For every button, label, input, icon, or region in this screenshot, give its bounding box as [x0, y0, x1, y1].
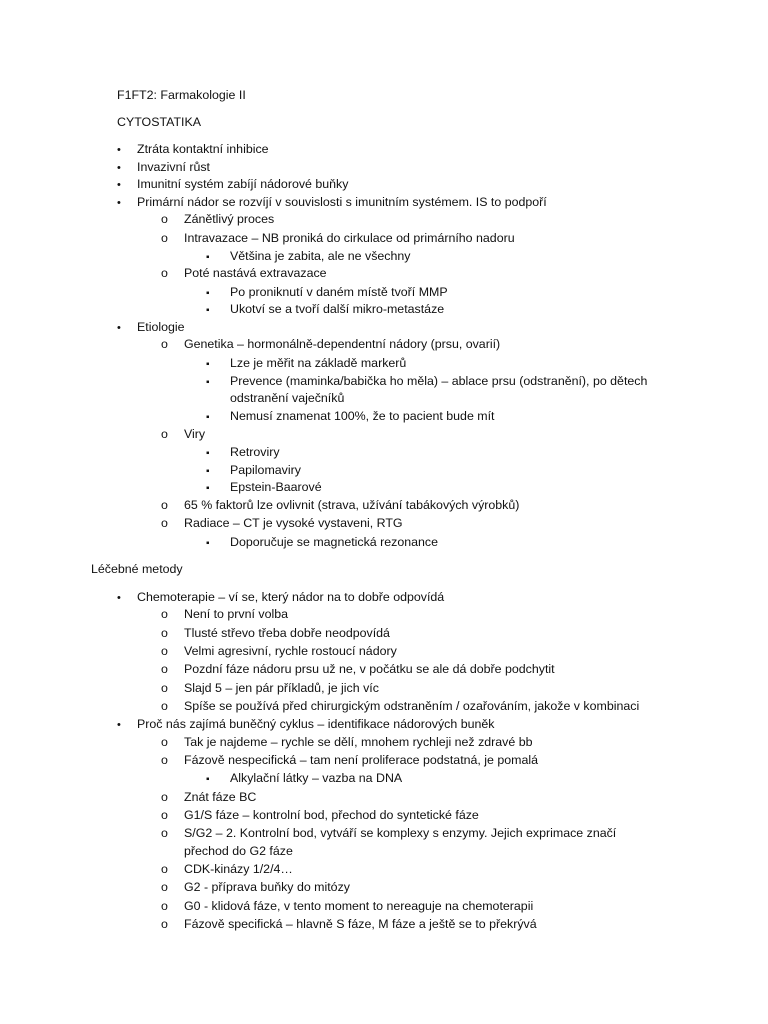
circle-bullet-icon: o	[161, 735, 168, 749]
sub-sub-list-item	[206, 301, 445, 319]
list-item-text: Tlusté střevo třeba dobře neodpovídá	[184, 626, 390, 640]
section-heading: Léčebné metody	[91, 562, 183, 576]
list-item-text: Viry	[184, 427, 206, 441]
bullet-icon: •	[117, 592, 121, 604]
circle-bullet-icon: o	[161, 212, 168, 226]
circle-bullet-icon: o	[161, 826, 168, 840]
sub-list-item	[161, 734, 533, 750]
list-item-text: 65 % faktorů lze ovlivnit (strava, užívání tabákových výrobků)	[184, 498, 520, 512]
circle-bullet-icon: o	[161, 790, 168, 804]
list-item-text: Většina je zabita, ale ne všechny	[230, 249, 411, 263]
sub-sub-list-item	[206, 534, 439, 552]
list-item	[117, 141, 269, 158]
list-item	[117, 716, 495, 733]
sub-sub-list-item	[206, 444, 280, 462]
sub-sub-list-item	[206, 248, 411, 266]
sub-list-item	[161, 230, 515, 246]
list-item-text: Fázově specifická – hlavně S fáze, M fáze a ještě se to překrývá	[184, 917, 537, 931]
circle-bullet-icon: o	[161, 427, 168, 441]
circle-bullet-icon: o	[161, 917, 168, 931]
list-item-text: Po proniknutí v daném místě tvoří MMP	[230, 285, 448, 299]
list-item-text: G1/S fáze – kontrolní bod, přechod do syntetické fáze	[184, 808, 479, 822]
list-item-text: G2 - příprava buňky do mitózy	[184, 880, 350, 894]
list-item-text: Retroviry	[230, 445, 280, 459]
sub-sub-list-item	[206, 462, 301, 480]
list-item-text: odstranění vaječníků	[230, 391, 345, 405]
list-item	[117, 319, 185, 336]
list-item-text: S/G2 – 2. Kontrolní bod, vytváří se komplexy s enzymy. Jejich exprimace značí	[184, 826, 617, 840]
square-bullet-icon: ▪	[206, 412, 210, 423]
list-item	[117, 589, 445, 606]
sub-list-item	[161, 661, 555, 677]
list-item-text: Pozdní fáze nádoru prsu už ne, v počátku se ale dá dobře podchytit	[184, 662, 555, 676]
list-item-text: Tak je najdeme – rychle se dělí, mnohem rychleji než zdravé bb	[184, 735, 533, 749]
circle-bullet-icon: o	[161, 607, 168, 621]
square-bullet-icon: ▪	[206, 288, 210, 299]
sub-list-item	[161, 825, 617, 841]
circle-bullet-icon: o	[161, 681, 168, 695]
circle-bullet-icon: o	[161, 644, 168, 658]
bullet-icon: •	[117, 144, 121, 156]
sub-list-item	[161, 336, 501, 352]
list-item-text: Primární nádor se rozvíjí v souvislosti s imunitním systémem. IS to podpoří	[137, 195, 547, 209]
list-item-text: přechod do G2 fáze	[184, 844, 293, 858]
list-item-text: Slajd 5 – jen pár příkladů, je jich víc	[184, 681, 379, 695]
list-item-text: Papilomaviry	[230, 463, 301, 477]
square-bullet-icon: ▪	[206, 252, 210, 263]
square-bullet-icon: ▪	[206, 377, 210, 388]
square-bullet-icon: ▪	[206, 774, 210, 785]
list-item-text: Nemusí znamenat 100%, že to pacient bude mít	[230, 409, 495, 423]
list-item	[117, 194, 547, 211]
sub-list-item	[161, 698, 640, 714]
sub-list-item	[161, 680, 379, 696]
list-item-text: Invazivní růst	[137, 160, 210, 174]
circle-bullet-icon: o	[161, 516, 168, 530]
list-item-text: Etiologie	[137, 320, 185, 334]
bullet-icon: •	[117, 322, 121, 334]
sub-sub-list-item	[206, 479, 322, 497]
list-item-text: Znát fáze BC	[184, 790, 257, 804]
sub-list-item	[161, 916, 537, 932]
square-bullet-icon: ▪	[206, 483, 210, 494]
sub-list-item	[161, 789, 257, 805]
sub-list-item	[161, 861, 293, 877]
circle-bullet-icon: o	[161, 266, 168, 280]
list-item-text: Zánětlivý proces	[184, 212, 275, 226]
sub-list-item	[161, 752, 539, 768]
bullet-icon: •	[117, 162, 121, 174]
sub-sub-list-item	[206, 770, 403, 788]
list-item-text: Lze je měřit na základě markerů	[230, 356, 407, 370]
square-bullet-icon: ▪	[206, 538, 210, 549]
sub-list-item	[161, 898, 534, 914]
list-item-text: CDK-kinázy 1/2/4…	[184, 862, 293, 876]
sub-list-item	[161, 807, 479, 823]
sub-list-item	[161, 265, 327, 281]
list-item-text: Genetika – hormonálně-dependentní nádory (prsu, ovarií)	[184, 337, 501, 351]
list-item-text: Velmi agresivní, rychle rostoucí nádory	[184, 644, 397, 658]
circle-bullet-icon: o	[161, 862, 168, 876]
bullet-icon: •	[117, 197, 121, 209]
sub-list-item	[161, 515, 403, 531]
section-heading: CYTOSTATIKA	[117, 115, 201, 129]
list-item-text: Proč nás zajímá buněčný cyklus – identifikace nádorových buněk	[137, 717, 495, 731]
circle-bullet-icon: o	[161, 662, 168, 676]
square-bullet-icon: ▪	[206, 466, 210, 477]
circle-bullet-icon: o	[161, 498, 168, 512]
sub-sub-list-item	[206, 355, 407, 373]
circle-bullet-icon: o	[161, 899, 168, 913]
square-bullet-icon: ▪	[206, 359, 210, 370]
list-item-text: Imunitní systém zabíjí nádorové buňky	[137, 177, 349, 191]
list-item-text: Alkylační látky – vazba na DNA	[230, 771, 403, 785]
bullet-icon: •	[117, 179, 121, 191]
list-item-text: Není to první volba	[184, 607, 289, 621]
list-item-text: Intravazace – NB proniká do cirkulace od primárního nadoru	[184, 231, 515, 245]
sub-list-item	[161, 211, 275, 227]
list-item-text: Doporučuje se magnetická rezonance	[230, 535, 439, 549]
list-item-text: Spíše se používá před chirurgickým odstraněním / ozařováním, jakože v kombinaci	[184, 699, 640, 713]
sub-sub-list-item	[206, 284, 448, 302]
sub-list-item	[161, 606, 289, 622]
sub-sub-list-item	[206, 408, 495, 426]
list-item-text: G0 - klidová fáze, v tento moment to nereaguje na chemoterapii	[184, 899, 534, 913]
square-bullet-icon: ▪	[206, 448, 210, 459]
sub-list-item	[161, 625, 390, 641]
circle-bullet-icon: o	[161, 626, 168, 640]
circle-bullet-icon: o	[161, 699, 168, 713]
circle-bullet-icon: o	[161, 753, 168, 767]
circle-bullet-icon: o	[161, 880, 168, 894]
list-item-text: Prevence (maminka/babička ho měla) – ablace prsu (odstranění), po dětech	[230, 374, 648, 388]
document-title: F1FT2: Farmakologie II	[117, 88, 246, 102]
sub-list-item	[161, 879, 350, 895]
sub-list-item	[161, 497, 520, 513]
list-item	[117, 159, 210, 176]
list-item-text: Radiace – CT je vysoké vystaveni, RTG	[184, 516, 403, 530]
circle-bullet-icon: o	[161, 808, 168, 822]
sub-list-item	[161, 426, 206, 442]
bullet-icon: •	[117, 719, 121, 731]
circle-bullet-icon: o	[161, 231, 168, 245]
sub-sub-list-item	[206, 373, 648, 391]
list-item-text: Chemoterapie – ví se, který nádor na to dobře odpovídá	[137, 590, 445, 604]
sub-list-item	[161, 643, 397, 659]
list-item-text: Epstein-Baarové	[230, 480, 322, 494]
list-item-text: Poté nastává extravazace	[184, 266, 327, 280]
list-item-text: Fázově nespecifická – tam není proliferace podstatná, je pomalá	[184, 753, 539, 767]
list-item-text: Ukotví se a tvoří další mikro-metastáze	[230, 302, 445, 316]
list-item-text: Ztráta kontaktní inhibice	[137, 142, 269, 156]
circle-bullet-icon: o	[161, 337, 168, 351]
square-bullet-icon: ▪	[206, 305, 210, 316]
list-item	[117, 176, 349, 193]
